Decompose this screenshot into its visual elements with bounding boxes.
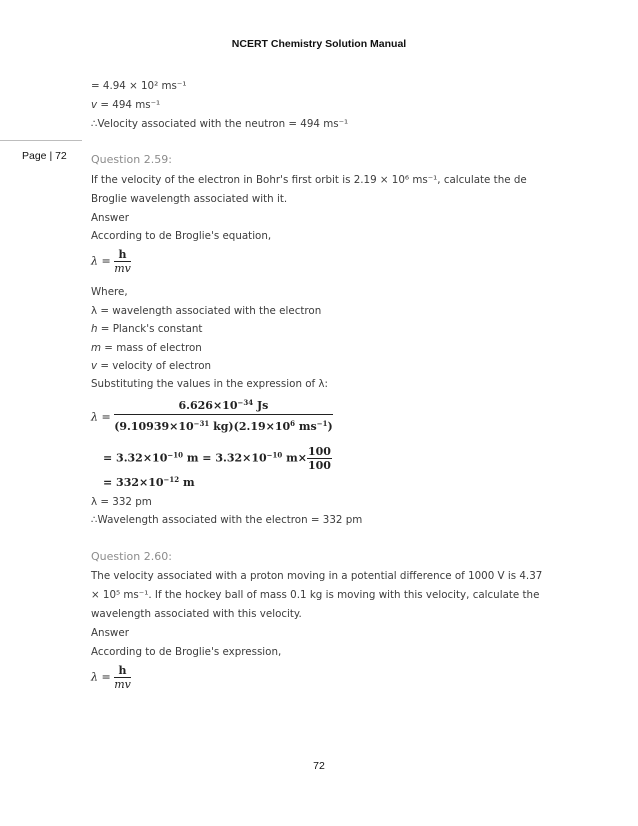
def-symbol: h	[91, 323, 98, 335]
velocity-symbol: v	[91, 99, 98, 111]
top-line-2	[91, 99, 160, 111]
q59-substitution-text: Substituting the values in the expression of λ:	[91, 378, 328, 390]
den-b: (2.19×10	[233, 420, 291, 433]
q59-result-2: ∴Wavelength associated with the electron = 332 pm	[91, 514, 363, 526]
calc-denominator	[114, 415, 333, 436]
page-number-footer: 72	[313, 760, 325, 772]
den-a-unit: kg)	[209, 420, 234, 433]
line2-a-exp: −10	[167, 450, 183, 460]
def-text: = Planck's constant	[97, 323, 203, 335]
den-b-exponent: 6	[290, 419, 296, 428]
q60-intro: According to de Broglie's expression,	[91, 646, 282, 658]
question-2-59-heading: Question 2.59:	[91, 153, 172, 166]
q59-def-lambda	[91, 305, 321, 317]
q59-calculation-line-3	[103, 476, 195, 489]
formula-numerator: h	[114, 664, 131, 678]
formula-lhs: λ =	[91, 254, 111, 268]
q59-calculation-line-2	[103, 445, 332, 472]
q59-text-line-1: If the velocity of the electron in Bohr's first orbit is 2.19 × 10⁶ ms⁻¹, calculate the de	[91, 174, 527, 186]
line3-b: m	[179, 476, 195, 489]
q59-text-line-2: Broglie wavelength associated with it.	[91, 193, 288, 205]
page-label: Page | 72	[22, 150, 67, 162]
question-2-60-heading: Question 2.60:	[91, 550, 172, 563]
q60-text-line-1: The velocity associated with a proton moving in a potential difference of 1000 V is 4.37	[91, 570, 543, 582]
line3-exp: −12	[163, 475, 180, 484]
den-a: (9.10939×10	[114, 420, 194, 433]
num-unit: Js	[253, 399, 269, 412]
q60-text-line-3: wavelength associated with this velocity.	[91, 608, 302, 620]
num-value: 6.626×10	[178, 399, 238, 412]
top-line-3: ∴Velocity associated with the neutron = 494 ms⁻¹	[91, 118, 349, 130]
line3-a: = 332×10	[103, 476, 164, 489]
q59-de-broglie-formula	[91, 248, 131, 275]
line2-b-exp: −10	[266, 450, 283, 460]
formula-denominator: mv	[114, 262, 131, 275]
formula-numerator: h	[114, 248, 131, 262]
def-text: = mass of electron	[101, 342, 202, 354]
line2-b: m = 3.32×10	[182, 451, 267, 465]
calc-numerator	[114, 399, 333, 415]
q60-text-line-2: × 10⁵ ms⁻¹. If the hockey ball of mass 0.1 kg is moving with this velocity, calculate the	[91, 589, 540, 601]
num-exponent: −34	[237, 398, 254, 407]
q59-intro: According to de Broglie's equation,	[91, 230, 272, 242]
q59-where: Where,	[91, 286, 128, 298]
q59-def-v	[91, 360, 211, 372]
line2-a: = 3.32×10	[103, 451, 168, 465]
q60-de-broglie-formula	[91, 664, 131, 691]
q60-answer-label: Answer	[91, 627, 129, 639]
def-symbol: v	[91, 360, 98, 372]
den-b-close: )	[327, 420, 333, 433]
den-b-unit-exponent: −1	[316, 419, 328, 428]
def-text: = wavelength associated with the electron	[97, 305, 322, 317]
den-a-exponent: −31	[193, 419, 210, 428]
q59-answer-label: Answer	[91, 212, 129, 224]
top-line-1: = 4.94 × 10² ms⁻¹	[91, 80, 187, 92]
line2-c: m×	[282, 451, 307, 465]
margin-rule	[0, 140, 82, 141]
den-b-unit: ms	[295, 420, 317, 433]
def-symbol: λ	[91, 305, 98, 317]
formula-denominator: mv	[114, 678, 131, 691]
q59-calculation-fraction	[91, 399, 333, 436]
calc-lhs: λ =	[91, 410, 111, 424]
q59-def-m	[91, 342, 202, 354]
formula-lhs: λ =	[91, 670, 111, 684]
def-symbol: m	[91, 342, 102, 354]
q59-result-1: λ = 332 pm	[91, 496, 152, 508]
def-text: = velocity of electron	[97, 360, 212, 372]
line2-denominator: 100	[307, 459, 331, 472]
line2-numerator: 100	[307, 445, 331, 458]
velocity-value: = 494 ms⁻¹	[97, 99, 161, 111]
document-header: NCERT Chemistry Solution Manual	[231, 38, 407, 50]
q59-def-h	[91, 323, 202, 335]
